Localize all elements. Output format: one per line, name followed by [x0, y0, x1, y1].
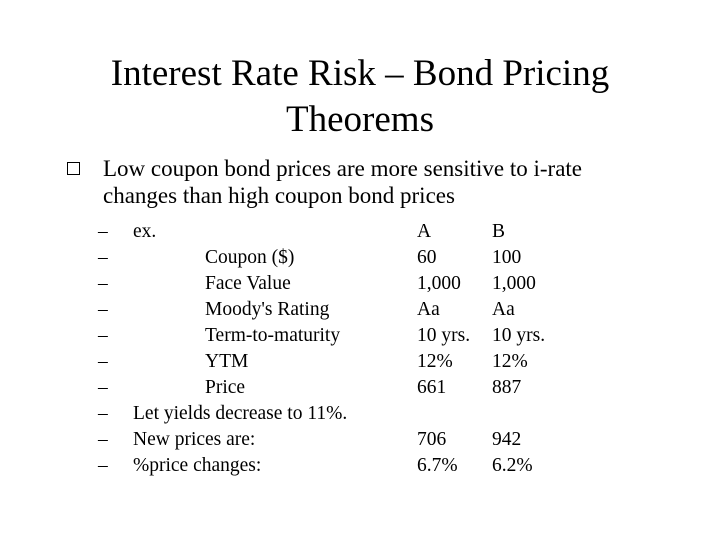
bond-b-value: 12%: [492, 351, 528, 372]
dash-bullet: –: [98, 273, 108, 294]
bond-a-value: 6.7%: [417, 455, 458, 476]
row-label: Term-to-maturity: [205, 325, 341, 346]
bond-a-value: Aa: [417, 299, 440, 320]
bond-b-value: Aa: [492, 299, 515, 320]
bullet-text-line-1: Low coupon bond prices are more sensitive to i-rate: [103, 156, 583, 181]
bond-b-value: 942: [492, 429, 522, 450]
bond-b-value: B: [492, 221, 506, 242]
bond-b-value: 100: [492, 247, 522, 268]
table-row: [0, 245, 720, 271]
row-label: Face Value: [205, 273, 291, 294]
row-label: Coupon ($): [205, 247, 295, 268]
row-lead-text: Let yields decrease to 11%.: [133, 403, 348, 424]
row-lead-text: %price changes:: [133, 455, 262, 476]
bond-a-value: 661: [417, 377, 447, 398]
table-row: [0, 453, 720, 479]
table-row: [0, 271, 720, 297]
dash-bullet: –: [98, 429, 108, 450]
bond-a-value: 12%: [417, 351, 453, 372]
row-lead-text: New prices are:: [133, 429, 256, 450]
bond-b-value: 6.2%: [492, 455, 533, 476]
bond-a-value: 706: [417, 429, 447, 450]
table-row: [0, 427, 720, 453]
table-row: [0, 401, 720, 427]
table-row: [0, 219, 720, 245]
row-lead-text: ex.: [133, 221, 157, 242]
table-row: [0, 323, 720, 349]
dash-bullet: –: [98, 351, 108, 372]
dash-bullet: –: [98, 325, 108, 346]
bullet-text-line-2: changes than high coupon bond prices: [103, 183, 455, 208]
bond-a-value: 60: [417, 247, 437, 268]
bond-a-value: 1,000: [417, 273, 461, 294]
dash-bullet: –: [98, 377, 108, 398]
dash-bullet: –: [98, 221, 108, 242]
bond-b-value: 887: [492, 377, 522, 398]
table-row: [0, 375, 720, 401]
slide-title-line-2: Theorems: [286, 99, 434, 140]
bond-a-value: 10 yrs.: [417, 325, 471, 346]
bond-b-value: 10 yrs.: [492, 325, 546, 346]
dash-bullet: –: [98, 403, 108, 424]
table-row: [0, 349, 720, 375]
dash-bullet: –: [98, 299, 108, 320]
bond-a-value: A: [417, 221, 432, 242]
row-label: Moody's Rating: [205, 299, 330, 320]
slide-title-line-1: Interest Rate Risk – Bond Pricing: [110, 53, 610, 94]
dash-bullet: –: [98, 247, 108, 268]
row-label: Price: [205, 377, 246, 398]
row-label: YTM: [205, 351, 249, 372]
table-row: [0, 297, 720, 323]
square-bullet-icon: [67, 162, 80, 175]
dash-bullet: –: [98, 455, 108, 476]
bond-b-value: 1,000: [492, 273, 536, 294]
